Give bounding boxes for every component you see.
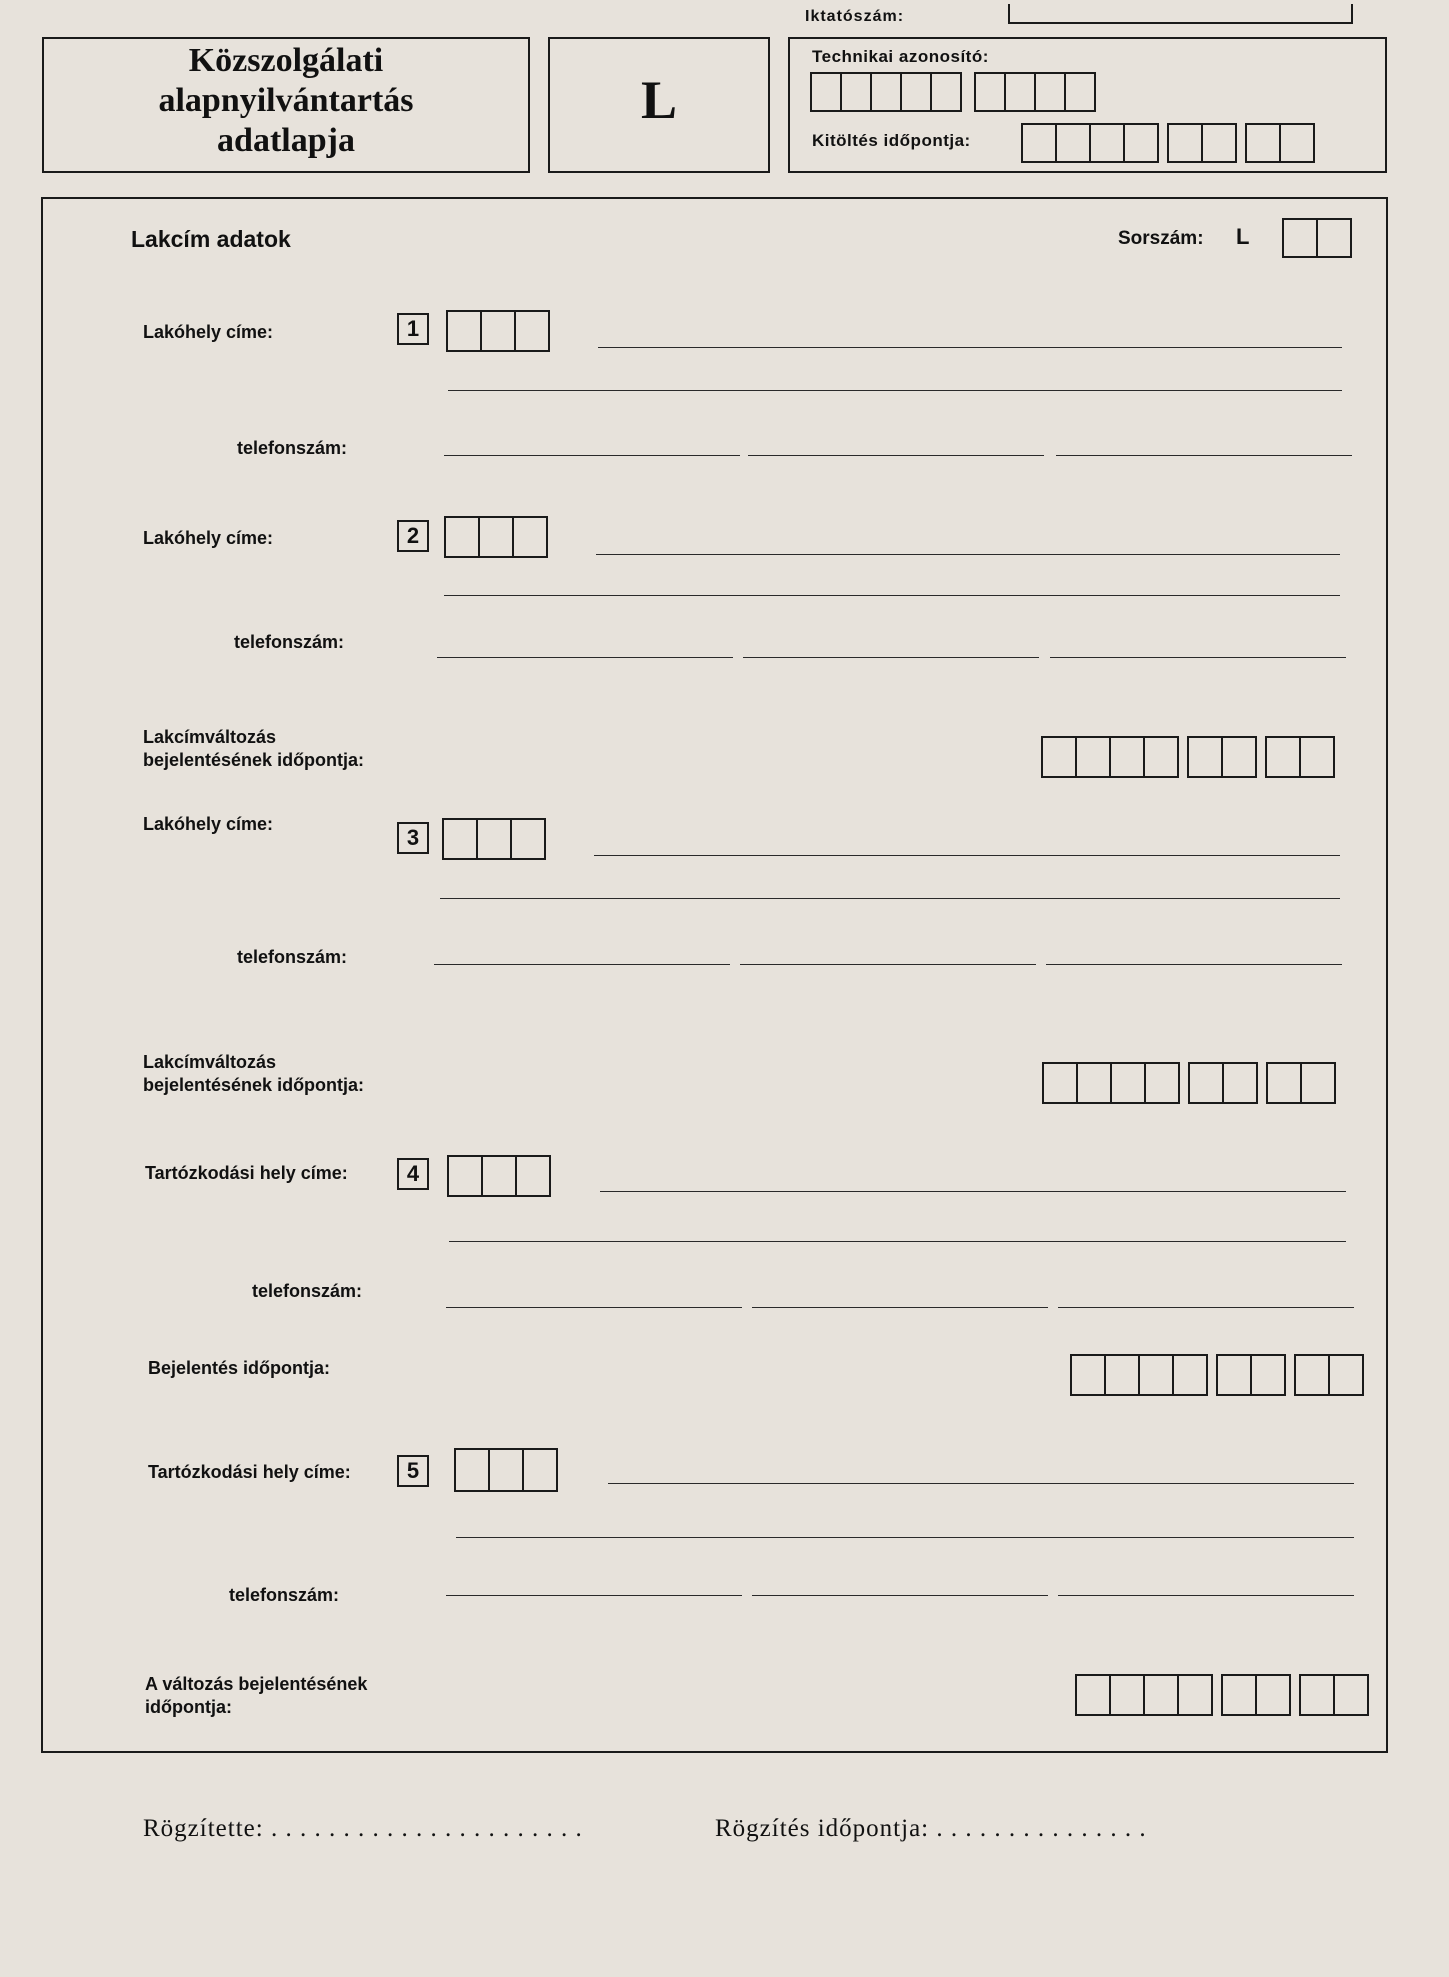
- telefon-3-field-c[interactable]: [1046, 964, 1342, 965]
- telefon-5-label: telefonszám:: [229, 1585, 340, 1605]
- lakohely-1-address-line-2[interactable]: [448, 390, 1342, 391]
- telefon-5-field-a[interactable]: [446, 1595, 742, 1596]
- telefon-1-field-a[interactable]: [444, 455, 740, 456]
- telefon-4-field-a[interactable]: [446, 1307, 742, 1308]
- kitoltes-idopontja-boxes[interactable]: [1021, 123, 1313, 163]
- lakcimvaltozas-2-label-line2: bejelentésének időpontja:: [143, 1075, 365, 1095]
- rogzitette-field[interactable]: Rögzítette: . . . . . . . . . . . . . . . . . . . . . .: [143, 1815, 583, 1842]
- tartozkodasi-5-address-line-2[interactable]: [456, 1537, 1354, 1538]
- lakcimvaltozas-2-label: [143, 1051, 364, 1097]
- valtozas-bejelentes-label: [145, 1673, 367, 1719]
- title-box: [42, 37, 530, 173]
- entry-number-5: 5: [397, 1455, 429, 1487]
- tartozkodasi-5-address-line-1[interactable]: [608, 1483, 1354, 1484]
- section-title: Lakcím adatok: [131, 226, 291, 252]
- lakohely-2-label: Lakóhely címe:: [143, 528, 274, 548]
- telefon-3-field-a[interactable]: [434, 964, 730, 965]
- sorszam-letter: L: [1236, 224, 1250, 249]
- lakohely-1-address-line-1[interactable]: [598, 347, 1342, 348]
- telefon-5-field-c[interactable]: [1058, 1595, 1354, 1596]
- telefon-1-label: telefonszám:: [237, 438, 348, 458]
- lakohely-3-code-boxes[interactable]: [442, 818, 544, 860]
- telefon-2-label: telefonszám:: [234, 632, 345, 652]
- tartozkodasi-4-address-line-2[interactable]: [449, 1241, 1346, 1242]
- valtozas-bejelentes-label-line2: időpontja:: [145, 1697, 232, 1717]
- rogzites-idopontja-field[interactable]: Rögzítés időpontja: . . . . . . . . . . . . . . .: [715, 1815, 1147, 1842]
- kitoltes-idopontja-label: Kitöltés időpontja:: [812, 131, 971, 150]
- code-box: [548, 37, 770, 173]
- form-code-letter: L: [640, 70, 678, 130]
- entry-number-1: 1: [397, 313, 429, 345]
- tartozkodasi-4-label: Tartózkodási hely címe:: [145, 1163, 348, 1183]
- telefon-4-field-b[interactable]: [752, 1307, 1048, 1308]
- telefon-2-field-a[interactable]: [437, 657, 733, 658]
- lakcimvaltozas-2-date-boxes[interactable]: [1042, 1062, 1334, 1104]
- lakohely-3-address-line-1[interactable]: [594, 855, 1340, 856]
- form-title-line3: adatlapja: [217, 122, 355, 159]
- lakcimvaltozas-2-label-line1: Lakcímváltozás: [143, 1052, 277, 1072]
- form-title-line2: alapnyilvántartás: [158, 82, 414, 119]
- bejelentes-idopontja-date-boxes[interactable]: [1070, 1354, 1362, 1396]
- telefon-1-field-c[interactable]: [1056, 455, 1352, 456]
- form-title-line1: Közszolgálati: [188, 42, 384, 79]
- telefon-3-label: telefonszám:: [237, 947, 348, 967]
- telefon-4-field-c[interactable]: [1058, 1307, 1354, 1308]
- tartozkodasi-4-address-line-1[interactable]: [600, 1191, 1346, 1192]
- telefon-4-label: telefonszám:: [252, 1281, 363, 1301]
- lakohely-2-address-line-2[interactable]: [444, 595, 1340, 596]
- valtozas-bejelentes-label-line1: A változás bejelentésének: [145, 1674, 368, 1694]
- valtozas-bejelentes-date-boxes[interactable]: [1075, 1674, 1367, 1716]
- lakcimvaltozas-1-label: [143, 726, 364, 772]
- lakohely-3-address-line-2[interactable]: [440, 898, 1340, 899]
- iktatoszam-label: Iktatószám:: [805, 8, 905, 25]
- entry-number-3: 3: [397, 822, 429, 854]
- lakohely-1-label: Lakóhely címe:: [143, 322, 274, 342]
- telefon-2-field-c[interactable]: [1050, 657, 1346, 658]
- telefon-1-field-b[interactable]: [748, 455, 1044, 456]
- telefon-2-field-b[interactable]: [743, 657, 1039, 658]
- tartozkodasi-5-code-boxes[interactable]: [454, 1448, 556, 1492]
- iktatoszam-field[interactable]: [1008, 4, 1353, 24]
- lakohely-2-address-line-1[interactable]: [596, 554, 1340, 555]
- entry-number-4: 4: [397, 1158, 429, 1190]
- lakcim-section: [41, 197, 1388, 1753]
- tartozkodasi-4-code-boxes[interactable]: [447, 1155, 549, 1197]
- tartozkodasi-5-label: Tartózkodási hely címe:: [148, 1462, 351, 1482]
- technikai-azonosito-boxes[interactable]: [810, 72, 1094, 112]
- lakcimvaltozas-1-label-line1: Lakcímváltozás: [143, 727, 277, 747]
- bejelentes-idopontja-label: Bejelentés időpontja:: [148, 1358, 331, 1378]
- sorszam-boxes[interactable]: [1282, 218, 1350, 258]
- telefon-3-field-b[interactable]: [740, 964, 1036, 965]
- entry-number-2: 2: [397, 520, 429, 552]
- technikai-azonosito-label: Technikai azonosító:: [812, 47, 989, 66]
- telefon-5-field-b[interactable]: [752, 1595, 1048, 1596]
- lakohely-1-code-boxes[interactable]: [446, 310, 548, 352]
- lakohely-2-code-boxes[interactable]: [444, 516, 546, 558]
- lakcimvaltozas-1-date-boxes[interactable]: [1041, 736, 1333, 778]
- sorszam-label: Sorszám:: [1118, 228, 1204, 249]
- lakohely-3-label: Lakóhely címe:: [143, 814, 274, 834]
- lakcimvaltozas-1-label-line2: bejelentésének időpontja:: [143, 750, 365, 770]
